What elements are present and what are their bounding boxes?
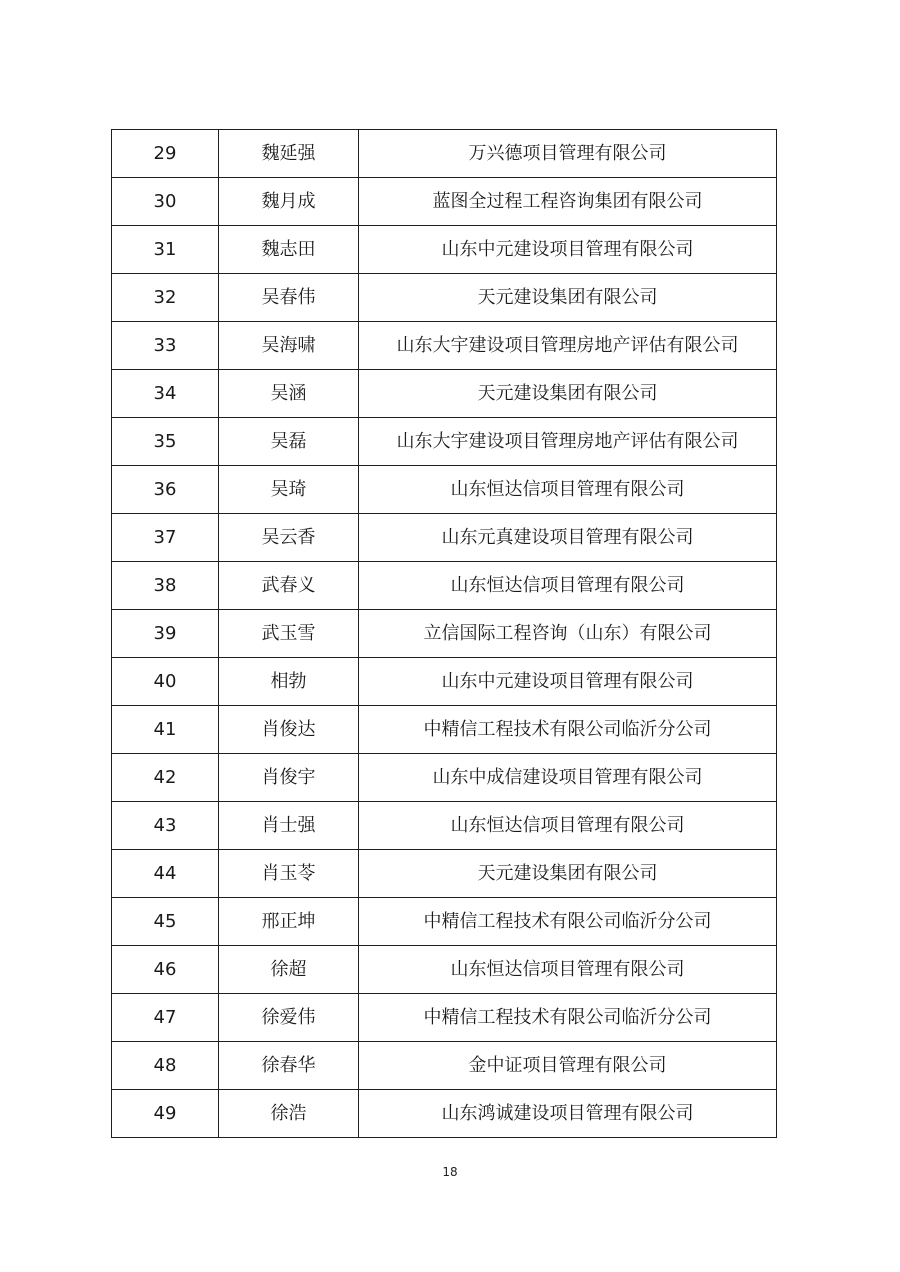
row-number-cell: 44 bbox=[112, 850, 219, 898]
table-row bbox=[112, 466, 777, 514]
table-row bbox=[112, 130, 777, 178]
row-number-cell: 37 bbox=[112, 514, 219, 562]
company-cell: 山东大宇建设项目管理房地产评估有限公司 bbox=[359, 418, 777, 466]
row-number-cell: 45 bbox=[112, 898, 219, 946]
person-name-cell: 吴磊 bbox=[219, 418, 359, 466]
person-name-cell: 吴海啸 bbox=[219, 322, 359, 370]
company-cell: 山东恒达信项目管理有限公司 bbox=[359, 946, 777, 994]
company-cell: 山东鸿诚建设项目管理有限公司 bbox=[359, 1090, 777, 1138]
table-row bbox=[112, 226, 777, 274]
person-name-cell: 徐浩 bbox=[219, 1090, 359, 1138]
company-cell: 山东中成信建设项目管理有限公司 bbox=[359, 754, 777, 802]
row-number-cell: 43 bbox=[112, 802, 219, 850]
company-cell: 山东恒达信项目管理有限公司 bbox=[359, 562, 777, 610]
row-number-cell: 38 bbox=[112, 562, 219, 610]
company-cell: 中精信工程技术有限公司临沂分公司 bbox=[359, 994, 777, 1042]
row-number-cell: 32 bbox=[112, 274, 219, 322]
page-number: 18 bbox=[442, 1165, 458, 1179]
table-row bbox=[112, 658, 777, 706]
row-number-cell: 49 bbox=[112, 1090, 219, 1138]
row-number-cell: 42 bbox=[112, 754, 219, 802]
row-number-cell: 31 bbox=[112, 226, 219, 274]
company-cell: 山东恒达信项目管理有限公司 bbox=[359, 466, 777, 514]
company-cell: 天元建设集团有限公司 bbox=[359, 370, 777, 418]
person-name-cell: 徐爱伟 bbox=[219, 994, 359, 1042]
table-row bbox=[112, 754, 777, 802]
row-number-cell: 41 bbox=[112, 706, 219, 754]
table-row bbox=[112, 1090, 777, 1138]
person-name-cell: 肖玉苓 bbox=[219, 850, 359, 898]
table-row bbox=[112, 178, 777, 226]
company-cell: 中精信工程技术有限公司临沂分公司 bbox=[359, 706, 777, 754]
person-name-cell: 吴云香 bbox=[219, 514, 359, 562]
company-cell: 蓝图全过程工程咨询集团有限公司 bbox=[359, 178, 777, 226]
person-name-cell: 吴春伟 bbox=[219, 274, 359, 322]
row-number-cell: 36 bbox=[112, 466, 219, 514]
company-cell: 金中证项目管理有限公司 bbox=[359, 1042, 777, 1090]
table-row bbox=[112, 274, 777, 322]
table-row bbox=[112, 802, 777, 850]
table-row bbox=[112, 418, 777, 466]
company-cell: 中精信工程技术有限公司临沂分公司 bbox=[359, 898, 777, 946]
person-name-cell: 魏月成 bbox=[219, 178, 359, 226]
company-cell: 山东中元建设项目管理有限公司 bbox=[359, 658, 777, 706]
company-cell: 天元建设集团有限公司 bbox=[359, 850, 777, 898]
row-number-cell: 47 bbox=[112, 994, 219, 1042]
roster-table bbox=[111, 129, 777, 1138]
company-cell: 山东恒达信项目管理有限公司 bbox=[359, 802, 777, 850]
table-row bbox=[112, 610, 777, 658]
row-number-cell: 46 bbox=[112, 946, 219, 994]
person-name-cell: 徐超 bbox=[219, 946, 359, 994]
row-number-cell: 39 bbox=[112, 610, 219, 658]
person-name-cell: 相勃 bbox=[219, 658, 359, 706]
table-row bbox=[112, 898, 777, 946]
person-name-cell: 肖士强 bbox=[219, 802, 359, 850]
table-row bbox=[112, 370, 777, 418]
company-cell: 山东中元建设项目管理有限公司 bbox=[359, 226, 777, 274]
row-number-cell: 29 bbox=[112, 130, 219, 178]
table-row bbox=[112, 994, 777, 1042]
person-name-cell: 吴涵 bbox=[219, 370, 359, 418]
row-number-cell: 33 bbox=[112, 322, 219, 370]
table-row bbox=[112, 946, 777, 994]
table-row bbox=[112, 514, 777, 562]
person-name-cell: 徐春华 bbox=[219, 1042, 359, 1090]
person-name-cell: 魏延强 bbox=[219, 130, 359, 178]
table-row bbox=[112, 562, 777, 610]
roster-table-body bbox=[112, 130, 777, 1138]
person-name-cell: 邢正坤 bbox=[219, 898, 359, 946]
table-row bbox=[112, 1042, 777, 1090]
row-number-cell: 30 bbox=[112, 178, 219, 226]
row-number-cell: 34 bbox=[112, 370, 219, 418]
row-number-cell: 40 bbox=[112, 658, 219, 706]
person-name-cell: 魏志田 bbox=[219, 226, 359, 274]
table-row bbox=[112, 706, 777, 754]
person-name-cell: 武玉雪 bbox=[219, 610, 359, 658]
company-cell: 山东元真建设项目管理有限公司 bbox=[359, 514, 777, 562]
company-cell: 天元建设集团有限公司 bbox=[359, 274, 777, 322]
person-name-cell: 肖俊宇 bbox=[219, 754, 359, 802]
company-cell: 山东大宇建设项目管理房地产评估有限公司 bbox=[359, 322, 777, 370]
person-name-cell: 武春义 bbox=[219, 562, 359, 610]
person-name-cell: 肖俊达 bbox=[219, 706, 359, 754]
table-row bbox=[112, 850, 777, 898]
company-cell: 立信国际工程咨询（山东）有限公司 bbox=[359, 610, 777, 658]
row-number-cell: 35 bbox=[112, 418, 219, 466]
table-row bbox=[112, 322, 777, 370]
company-cell: 万兴德项目管理有限公司 bbox=[359, 130, 777, 178]
row-number-cell: 48 bbox=[112, 1042, 219, 1090]
person-name-cell: 吴琦 bbox=[219, 466, 359, 514]
